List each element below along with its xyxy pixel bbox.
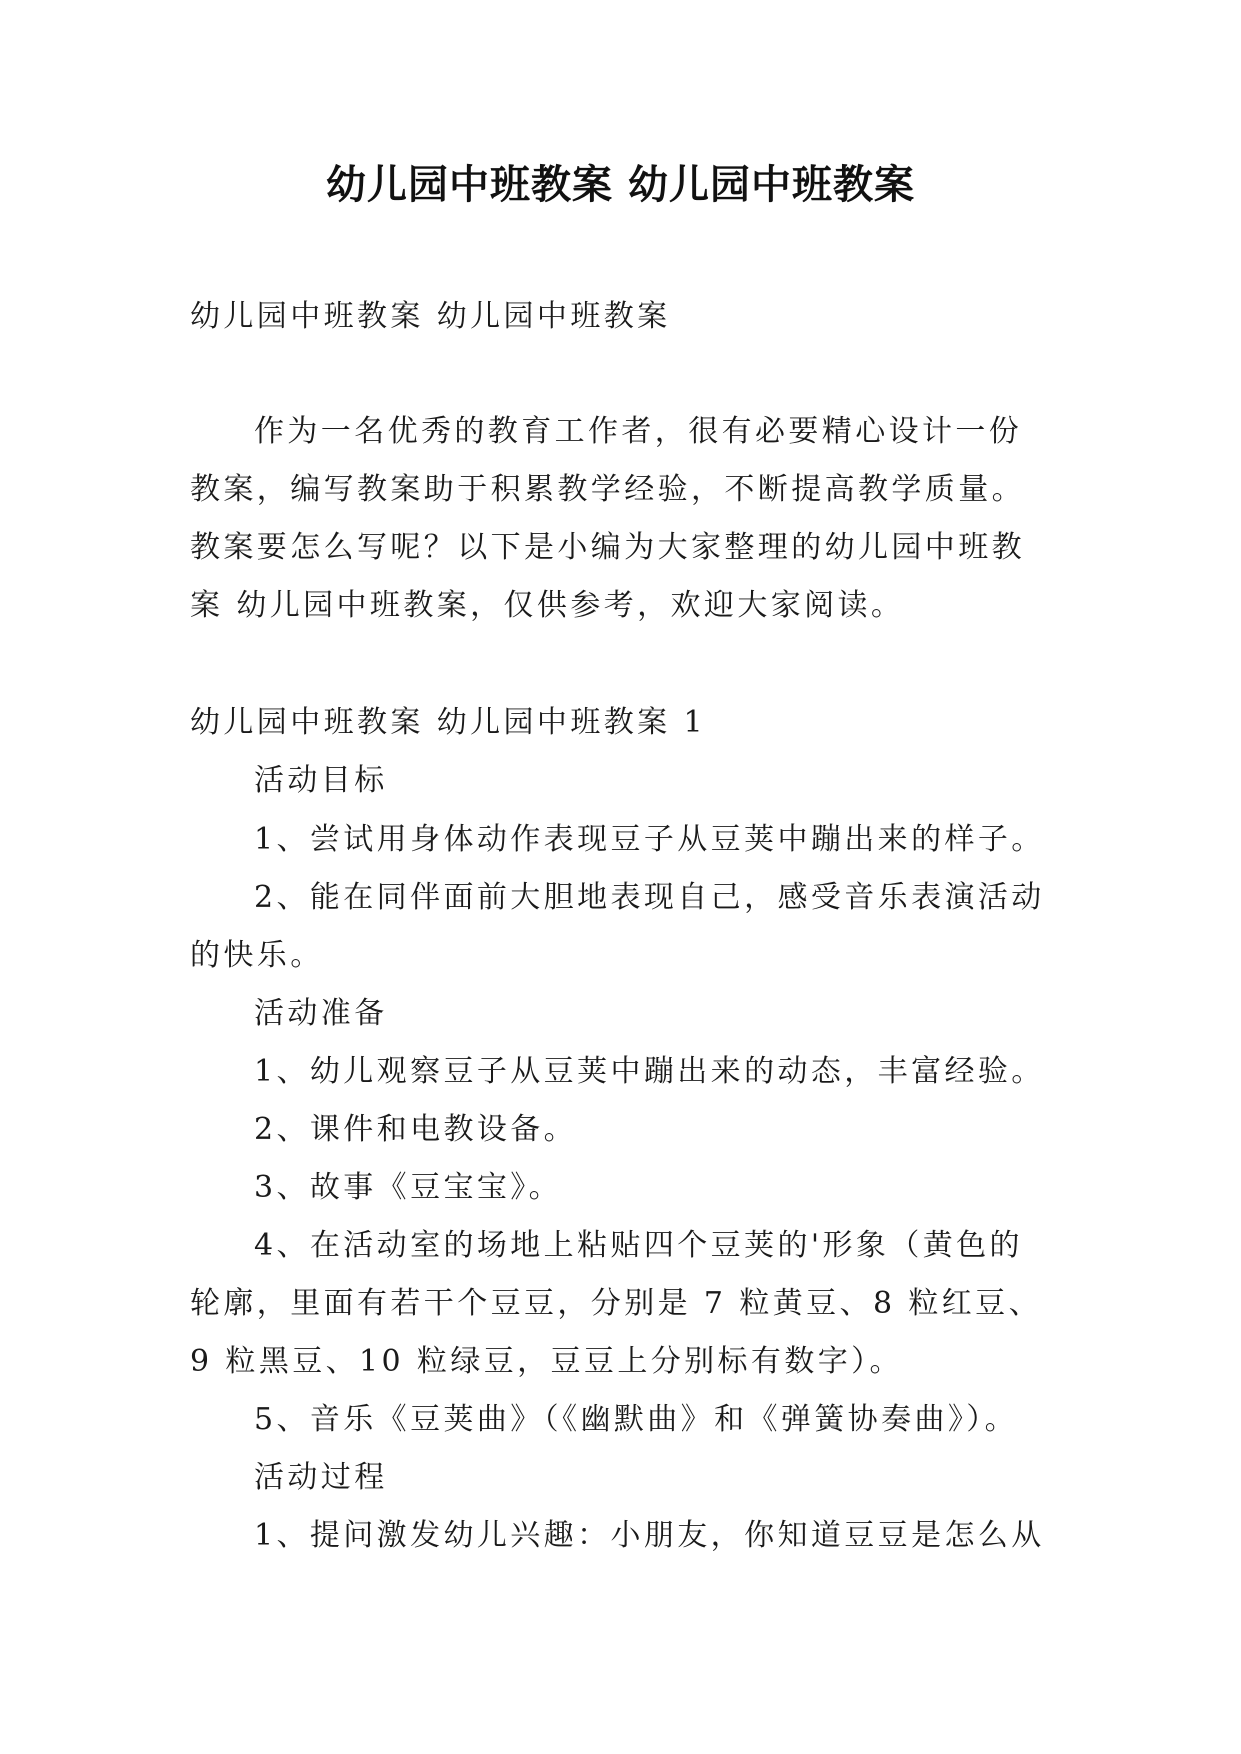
- preparation-item: 2、课件和电教设备。: [254, 1112, 578, 1147]
- preparation-item: 5、音乐《豆荚曲》（《幽默曲》和《弹簧协奏曲》）。: [254, 1402, 1019, 1437]
- intro-paragraph: 作为一名优秀的教育工作者，很有必要精心设计一份教案，编写教案助于积累教学经验，不断提高教学质量。教案要怎么写呢？以下是小编为大家整理的幼儿园中班教案 幼儿园中班教案，仅供参考，欢迎大家阅读。: [190, 414, 1025, 623]
- goals-heading: 活动目标: [254, 763, 388, 798]
- section-title: 幼儿园中班教案 幼儿园中班教案 1: [190, 705, 706, 740]
- goal-item: 2、能在同伴面前大胆地表现自己，感受音乐表演活动的快乐。: [190, 880, 1045, 973]
- goal-item: 1、尝试用身体动作表现豆子从豆荚中蹦出来的样子。: [254, 822, 1045, 857]
- preparation-item: 4、在活动室的场地上粘贴四个豆荚的'形象（黄色的轮廓，里面有若干个豆豆，分别是 7 粒黄豆、8 粒红豆、9 粒黑豆、10 粒绿豆，豆豆上分别标有数字）。: [190, 1228, 1042, 1379]
- process-heading: 活动过程: [254, 1460, 388, 1495]
- process-item: 1、提问激发幼儿兴趣：小朋友，你知道豆豆是怎么从: [254, 1518, 1045, 1553]
- preparation-item: 3、故事《豆宝宝》。: [254, 1170, 563, 1205]
- document-subtitle: 幼儿园中班教案 幼儿园中班教案: [190, 299, 671, 334]
- preparation-item: 1、幼儿观察豆子从豆荚中蹦出来的动态，丰富经验。: [254, 1054, 1045, 1089]
- document-title: 幼儿园中班教案 幼儿园中班教案: [326, 162, 915, 208]
- preparation-heading: 活动准备: [254, 996, 388, 1031]
